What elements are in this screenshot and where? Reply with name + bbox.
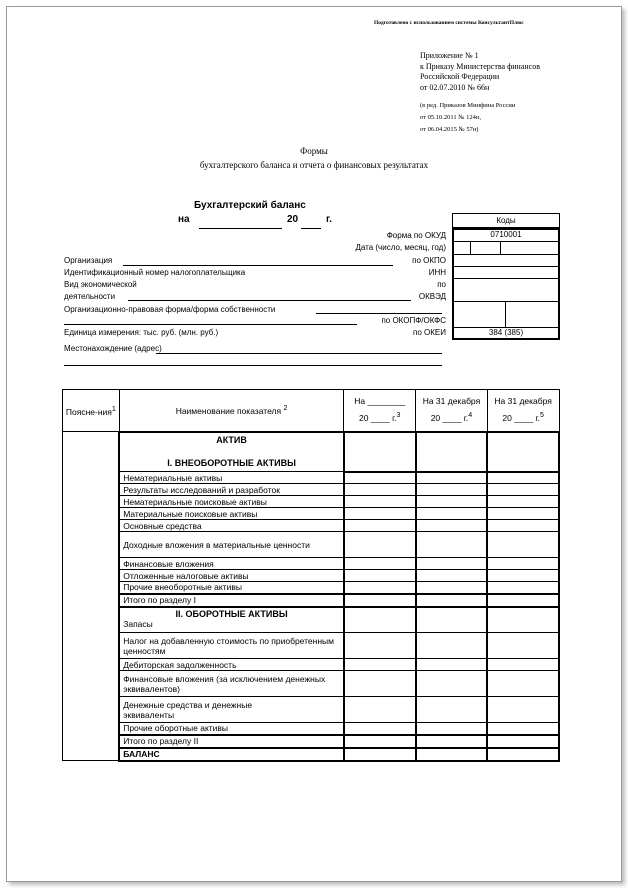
header-text: Наименование показателя [175, 406, 282, 417]
footnote-mark: 3 [396, 411, 401, 420]
row-label: Нематериальные активы [119, 472, 344, 484]
date-label: Дата (число, месяц, год) [355, 243, 446, 252]
value-cell [487, 520, 559, 532]
value-cell [344, 496, 416, 508]
table-row [63, 659, 560, 671]
value-cell [487, 607, 559, 633]
row-label: Нематериальные поисковые активы [119, 496, 344, 508]
value-cell [344, 594, 416, 607]
footnote-mark: 4 [468, 411, 473, 420]
header-text: 20 [502, 413, 512, 424]
appendix-block [420, 51, 540, 93]
forms-title: Формы [300, 146, 328, 156]
opf-label: Организационно-правовая форма/форма собственности [64, 305, 276, 314]
total-label: Итого по разделу II [119, 735, 344, 748]
row-label: Финансовые вложения [119, 558, 344, 570]
value-cell [416, 671, 488, 697]
table-header-row [63, 390, 560, 432]
value-cell [344, 735, 416, 748]
table-row [63, 633, 560, 659]
location-label: Местонахождение (адрес) [64, 344, 162, 353]
value-cell [344, 472, 416, 484]
aktiv-heading: АКТИВ [216, 434, 247, 445]
explanations-column [63, 432, 120, 761]
value-cell [416, 520, 488, 532]
table-row [63, 582, 560, 594]
row-label: Результаты исследований и разработок [119, 484, 344, 496]
value-cell [487, 558, 559, 570]
codes-divider [454, 266, 558, 267]
balance-label: БАЛАНС [119, 748, 344, 761]
value-cell [487, 496, 559, 508]
top-note: Подготовлено с использованием системы КонсультантПлюс [374, 20, 524, 26]
value-cell [487, 659, 559, 671]
inn-label: ИНН [428, 268, 446, 277]
table-row [63, 472, 560, 484]
okei-value: 384 (385) [488, 328, 524, 337]
value-cell [487, 594, 559, 607]
codes-divider [454, 301, 558, 302]
header-explanations [63, 390, 120, 432]
value-cell [416, 558, 488, 570]
value-cell [344, 520, 416, 532]
appendix-line: Российской Федерации [420, 72, 500, 81]
value-cell [487, 723, 559, 735]
row-label: Основные средства [119, 520, 344, 532]
appendix-line: к Приказу Министерства финансов [420, 61, 540, 71]
table-row [63, 520, 560, 532]
header-col5: На 31 декабря 20 ____ г.$^5$ [487, 390, 559, 432]
table-row [63, 432, 560, 472]
okei-label: по ОКЕИ [413, 328, 446, 337]
activity-underline [128, 300, 411, 301]
value-cell [344, 633, 416, 659]
row-label: Налог на добавленную стоимость по приобретенным ценностям [119, 633, 344, 659]
edition-line: от 05.10.2011 № 124н, [420, 114, 481, 121]
header-text: г. [463, 413, 469, 424]
year-underline [301, 228, 321, 229]
row-label: Прочие оборотные активы [119, 723, 344, 735]
value-cell [416, 633, 488, 659]
value-cell [416, 496, 488, 508]
value-cell [344, 582, 416, 594]
codes-divider [454, 254, 558, 255]
header-text: На 31 декабря [422, 396, 481, 407]
footnote-mark: 5 [539, 411, 544, 420]
section-heading-cell [119, 607, 344, 633]
value-cell [416, 735, 488, 748]
value-cell [487, 472, 559, 484]
appendix-line: от 02.07.2010 № 66н [420, 82, 490, 92]
value-cell [487, 633, 559, 659]
okopf-label: по ОКОПФ/ОКФС [381, 316, 446, 325]
value-cell [344, 570, 416, 582]
table-row [63, 532, 560, 558]
value-cell [344, 532, 416, 558]
date-underline [199, 228, 282, 229]
table-row [63, 697, 560, 723]
footnote-mark: 2 [283, 404, 288, 413]
balance-title: Бухгалтерский баланс [194, 200, 306, 211]
edition-note [420, 100, 515, 136]
org-label: Организация [64, 256, 113, 265]
table-row [63, 558, 560, 570]
po-label: по [437, 280, 446, 289]
value-cell [416, 582, 488, 594]
org-underline [123, 265, 393, 266]
row-label: Запасы [123, 618, 153, 629]
value-cell [416, 508, 488, 520]
value-cell [416, 472, 488, 484]
section1-heading: I. ВНЕОБОРОТНЫЕ АКТИВЫ [167, 457, 296, 468]
value-cell [487, 671, 559, 697]
value-cell [487, 484, 559, 496]
header-indicator [119, 390, 344, 432]
header-text: г. [535, 413, 540, 424]
codes-split [500, 241, 501, 254]
header-text: На 31 декабря [494, 396, 552, 407]
row-label: Финансовые вложения (за исключением денежных эквивалентов) [119, 671, 344, 697]
value-cell [416, 594, 488, 607]
date-na: на [178, 214, 190, 225]
section-row [63, 607, 560, 633]
header-text: г. [392, 413, 397, 424]
value-cell [344, 558, 416, 570]
value-cell [487, 432, 559, 472]
okved-label: ОКВЭД [418, 292, 446, 301]
balance-table [62, 389, 560, 762]
value-cell [344, 659, 416, 671]
value-cell [487, 582, 559, 594]
value-cell [344, 723, 416, 735]
codes-box [452, 228, 560, 340]
table-row [63, 570, 560, 582]
footnote-mark: 1 [111, 404, 116, 413]
value-cell [416, 532, 488, 558]
edition-line: от 06.04.2015 № 57н) [420, 126, 479, 133]
location-underline [64, 365, 442, 366]
row-label: Доходные вложения в материальные ценности [119, 532, 344, 558]
value-cell [416, 607, 488, 633]
value-cell [487, 748, 559, 761]
balance-row [63, 748, 560, 761]
section-heading-cell [119, 432, 344, 472]
value-cell [487, 508, 559, 520]
value-cell [344, 484, 416, 496]
opf-underline [316, 313, 442, 314]
value-cell [416, 432, 488, 472]
activity-label: Вид экономической [64, 280, 137, 289]
opf-underline [64, 324, 357, 325]
value-cell [344, 671, 416, 697]
codes-divider [454, 278, 558, 279]
okud-label: Форма по ОКУД [386, 231, 446, 240]
activity-label: деятельности [64, 292, 116, 301]
row-label: Материальные поисковые активы [119, 508, 344, 520]
value-cell [344, 508, 416, 520]
value-cell [416, 723, 488, 735]
value-cell [416, 697, 488, 723]
okpo-label: по ОКПО [412, 256, 446, 265]
value-cell [344, 607, 416, 633]
codes-split [470, 241, 471, 254]
value-cell [344, 697, 416, 723]
value-cell [487, 697, 559, 723]
header-text: 20 [359, 413, 369, 424]
section2-heading: II. ОБОРОТНЫЕ АКТИВЫ [175, 608, 288, 619]
value-cell [416, 570, 488, 582]
table-row [63, 723, 560, 735]
appendix-line: Приложение № 1 [420, 51, 479, 60]
value-cell [487, 735, 559, 748]
header-col4: На 31 декабря 20 ____ г.$^4$ [416, 390, 488, 432]
header-text: На [354, 396, 366, 407]
row-label: Прочие внеоборотные активы [119, 582, 344, 594]
codes-split [505, 301, 506, 327]
value-cell [487, 570, 559, 582]
value-cell [416, 748, 488, 761]
okud-value: 0710001 [490, 230, 522, 239]
value-cell [416, 659, 488, 671]
header-text: Поясне-ния [65, 406, 112, 417]
unit-label: Единица измерения: тыс. руб. (млн. руб.) [64, 328, 219, 337]
value-cell [344, 432, 416, 472]
table-row [63, 508, 560, 520]
value-cell [416, 484, 488, 496]
value-cell [487, 532, 559, 558]
table-row [63, 496, 560, 508]
edition-line: (в ред. Приказов Минфина России [420, 102, 516, 109]
header-col3: На ________ 20 ____ г.$^3$ [344, 390, 416, 432]
total-row [63, 735, 560, 748]
date-g: г. [326, 214, 332, 225]
total-row [63, 594, 560, 607]
header-text: 20 [430, 413, 441, 424]
row-label: Дебиторская задолженность [119, 659, 344, 671]
date-year: 20 [287, 214, 299, 225]
location-underline [156, 353, 442, 354]
value-cell [344, 748, 416, 761]
table-row [63, 671, 560, 697]
row-label: Отложенные налоговые активы [119, 570, 344, 582]
inn-left-label: Идентификационный номер налогоплательщика [64, 268, 246, 277]
forms-subtitle: бухгалтерского баланса и отчета о финансовых результатах [199, 160, 429, 170]
table-row [63, 484, 560, 496]
row-label: Денежные средства и денежные эквиваленты [119, 697, 344, 723]
codes-header: Коды [496, 216, 516, 225]
total-label: Итого по разделу I [119, 594, 344, 607]
